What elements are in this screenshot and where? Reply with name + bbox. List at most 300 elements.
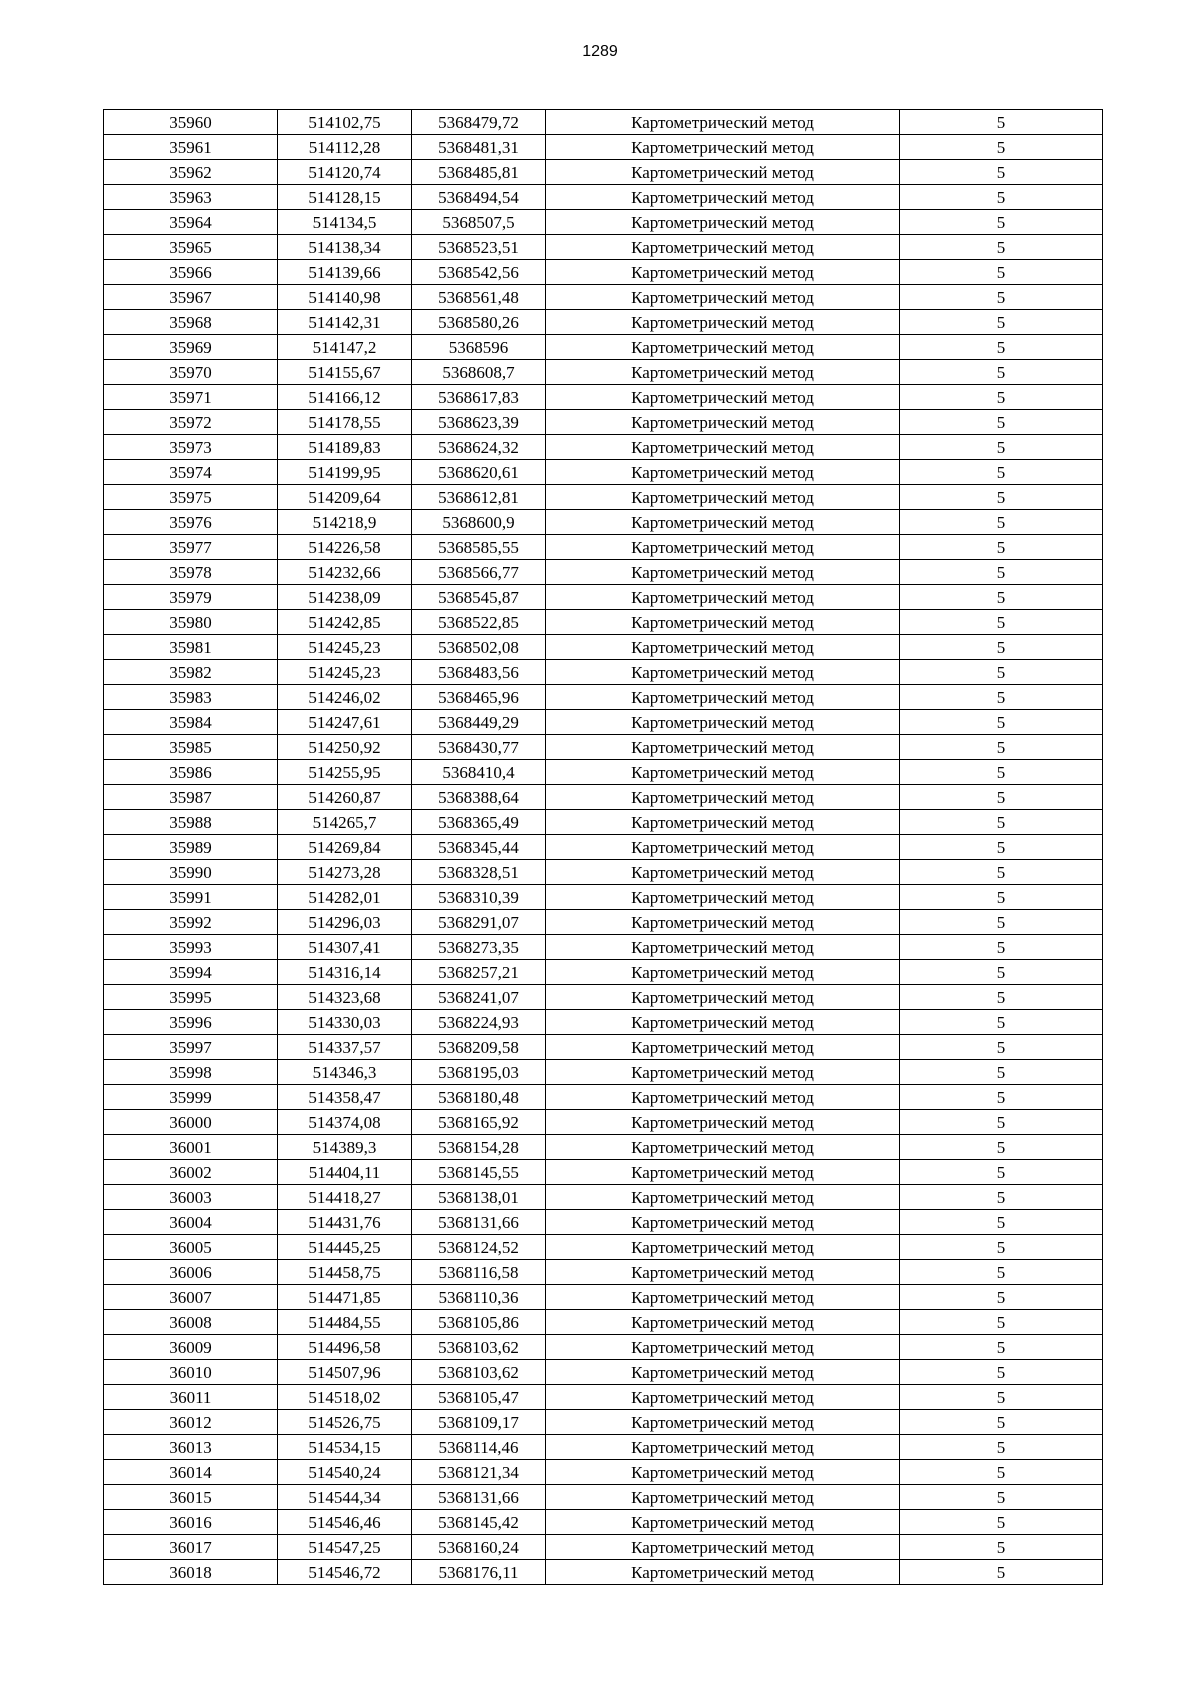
y-coordinate-cell: 5368109,17 (412, 1410, 546, 1435)
accuracy-cell: 5 (900, 1085, 1103, 1110)
method-cell: Картометрический метод (546, 1310, 900, 1335)
point-number-cell: 35977 (104, 535, 278, 560)
accuracy-cell: 5 (900, 1035, 1103, 1060)
y-coordinate-cell: 5368479,72 (412, 110, 546, 135)
method-cell: Картометрический метод (546, 935, 900, 960)
accuracy-cell: 5 (900, 885, 1103, 910)
accuracy-cell: 5 (900, 860, 1103, 885)
x-coordinate-cell: 514445,25 (278, 1235, 412, 1260)
accuracy-cell: 5 (900, 1360, 1103, 1385)
y-coordinate-cell: 5368209,58 (412, 1035, 546, 1060)
table-row (104, 1285, 1103, 1310)
y-coordinate-cell: 5368160,24 (412, 1535, 546, 1560)
accuracy-cell: 5 (900, 1460, 1103, 1485)
method-cell: Картометрический метод (546, 1035, 900, 1060)
x-coordinate-cell: 514140,98 (278, 285, 412, 310)
point-number-cell: 35974 (104, 460, 278, 485)
y-coordinate-cell: 5368110,36 (412, 1285, 546, 1310)
table-row (104, 310, 1103, 335)
y-coordinate-cell: 5368483,56 (412, 660, 546, 685)
accuracy-cell: 5 (900, 635, 1103, 660)
accuracy-cell: 5 (900, 685, 1103, 710)
point-number-cell: 36000 (104, 1110, 278, 1135)
point-number-cell: 35982 (104, 660, 278, 685)
x-coordinate-cell: 514199,95 (278, 460, 412, 485)
point-number-cell: 35991 (104, 885, 278, 910)
accuracy-cell: 5 (900, 435, 1103, 460)
point-number-cell: 36003 (104, 1185, 278, 1210)
y-coordinate-cell: 5368465,96 (412, 685, 546, 710)
method-cell: Картометрический метод (546, 1285, 900, 1310)
table-row (104, 560, 1103, 585)
y-coordinate-cell: 5368103,62 (412, 1360, 546, 1385)
method-cell: Картометрический метод (546, 610, 900, 635)
point-number-cell: 36013 (104, 1435, 278, 1460)
x-coordinate-cell: 514546,72 (278, 1560, 412, 1585)
method-cell: Картометрический метод (546, 1535, 900, 1560)
point-number-cell: 35999 (104, 1085, 278, 1110)
page-number: 1289 (582, 43, 618, 60)
accuracy-cell: 5 (900, 960, 1103, 985)
y-coordinate-cell: 5368103,62 (412, 1335, 546, 1360)
accuracy-cell: 5 (900, 760, 1103, 785)
method-cell: Картометрический метод (546, 535, 900, 560)
method-cell: Картометрический метод (546, 885, 900, 910)
x-coordinate-cell: 514484,55 (278, 1310, 412, 1335)
accuracy-cell: 5 (900, 835, 1103, 860)
method-cell: Картометрический метод (546, 1335, 900, 1360)
accuracy-cell: 5 (900, 1185, 1103, 1210)
method-cell: Картометрический метод (546, 160, 900, 185)
accuracy-cell: 5 (900, 135, 1103, 160)
table-row (104, 735, 1103, 760)
x-coordinate-cell: 514247,61 (278, 710, 412, 735)
method-cell: Картометрический метод (546, 1485, 900, 1510)
accuracy-cell: 5 (900, 1010, 1103, 1035)
point-number-cell: 35968 (104, 310, 278, 335)
y-coordinate-cell: 5368481,31 (412, 135, 546, 160)
accuracy-cell: 5 (900, 460, 1103, 485)
method-cell: Картометрический метод (546, 560, 900, 585)
y-coordinate-cell: 5368522,85 (412, 610, 546, 635)
method-cell: Картометрический метод (546, 460, 900, 485)
table-row (104, 1135, 1103, 1160)
method-cell: Картометрический метод (546, 1235, 900, 1260)
table-row (104, 135, 1103, 160)
accuracy-cell: 5 (900, 210, 1103, 235)
y-coordinate-cell: 5368121,34 (412, 1460, 546, 1485)
accuracy-cell: 5 (900, 1485, 1103, 1510)
x-coordinate-cell: 514282,01 (278, 885, 412, 910)
x-coordinate-cell: 514138,34 (278, 235, 412, 260)
y-coordinate-cell: 5368180,48 (412, 1085, 546, 1110)
y-coordinate-cell: 5368523,51 (412, 235, 546, 260)
point-number-cell: 35976 (104, 510, 278, 535)
table-row (104, 760, 1103, 785)
table-row (104, 1310, 1103, 1335)
point-number-cell: 35983 (104, 685, 278, 710)
x-coordinate-cell: 514232,66 (278, 560, 412, 585)
table-row (104, 1560, 1103, 1585)
accuracy-cell: 5 (900, 410, 1103, 435)
accuracy-cell: 5 (900, 1385, 1103, 1410)
x-coordinate-cell: 514273,28 (278, 860, 412, 885)
point-number-cell: 35965 (104, 235, 278, 260)
method-cell: Картометрический метод (546, 185, 900, 210)
x-coordinate-cell: 514242,85 (278, 610, 412, 635)
table-row (104, 435, 1103, 460)
table-row (104, 1235, 1103, 1260)
method-cell: Картометрический метод (546, 910, 900, 935)
method-cell: Картометрический метод (546, 235, 900, 260)
x-coordinate-cell: 514155,67 (278, 360, 412, 385)
x-coordinate-cell: 514178,55 (278, 410, 412, 435)
table-row (104, 660, 1103, 685)
y-coordinate-cell: 5368116,58 (412, 1260, 546, 1285)
accuracy-cell: 5 (900, 585, 1103, 610)
y-coordinate-cell: 5368608,7 (412, 360, 546, 385)
point-number-cell: 35988 (104, 810, 278, 835)
point-number-cell: 35966 (104, 260, 278, 285)
method-cell: Картометрический метод (546, 835, 900, 860)
method-cell: Картометрический метод (546, 310, 900, 335)
table-row (104, 385, 1103, 410)
y-coordinate-cell: 5368561,48 (412, 285, 546, 310)
x-coordinate-cell: 514189,83 (278, 435, 412, 460)
accuracy-cell: 5 (900, 735, 1103, 760)
point-number-cell: 36002 (104, 1160, 278, 1185)
y-coordinate-cell: 5368154,28 (412, 1135, 546, 1160)
y-coordinate-cell: 5368124,52 (412, 1235, 546, 1260)
x-coordinate-cell: 514374,08 (278, 1110, 412, 1135)
y-coordinate-cell: 5368131,66 (412, 1210, 546, 1235)
coordinates-table (103, 109, 1103, 1585)
accuracy-cell: 5 (900, 660, 1103, 685)
y-coordinate-cell: 5368388,64 (412, 785, 546, 810)
point-number-cell: 36015 (104, 1485, 278, 1510)
point-number-cell: 35969 (104, 335, 278, 360)
y-coordinate-cell: 5368494,54 (412, 185, 546, 210)
accuracy-cell: 5 (900, 560, 1103, 585)
x-coordinate-cell: 514238,09 (278, 585, 412, 610)
table-row (104, 810, 1103, 835)
accuracy-cell: 5 (900, 610, 1103, 635)
x-coordinate-cell: 514337,57 (278, 1035, 412, 1060)
x-coordinate-cell: 514139,66 (278, 260, 412, 285)
accuracy-cell: 5 (900, 235, 1103, 260)
accuracy-cell: 5 (900, 510, 1103, 535)
y-coordinate-cell: 5368542,56 (412, 260, 546, 285)
method-cell: Картометрический метод (546, 635, 900, 660)
y-coordinate-cell: 5368131,66 (412, 1485, 546, 1510)
method-cell: Картометрический метод (546, 1385, 900, 1410)
method-cell: Картометрический метод (546, 735, 900, 760)
point-number-cell: 36004 (104, 1210, 278, 1235)
y-coordinate-cell: 5368566,77 (412, 560, 546, 585)
method-cell: Картометрический метод (546, 1460, 900, 1485)
y-coordinate-cell: 5368273,35 (412, 935, 546, 960)
table-row (104, 1260, 1103, 1285)
x-coordinate-cell: 514431,76 (278, 1210, 412, 1235)
y-coordinate-cell: 5368624,32 (412, 435, 546, 460)
x-coordinate-cell: 514389,3 (278, 1135, 412, 1160)
y-coordinate-cell: 5368449,29 (412, 710, 546, 735)
point-number-cell: 35963 (104, 185, 278, 210)
method-cell: Картометрический метод (546, 1410, 900, 1435)
accuracy-cell: 5 (900, 535, 1103, 560)
accuracy-cell: 5 (900, 985, 1103, 1010)
table-row (104, 935, 1103, 960)
table-row (104, 460, 1103, 485)
point-number-cell: 36001 (104, 1135, 278, 1160)
point-number-cell: 36005 (104, 1235, 278, 1260)
point-number-cell: 35985 (104, 735, 278, 760)
table-row (104, 535, 1103, 560)
x-coordinate-cell: 514218,9 (278, 510, 412, 535)
table-row (104, 1335, 1103, 1360)
point-number-cell: 35996 (104, 1010, 278, 1035)
x-coordinate-cell: 514296,03 (278, 910, 412, 935)
point-number-cell: 35990 (104, 860, 278, 885)
x-coordinate-cell: 514358,47 (278, 1085, 412, 1110)
y-coordinate-cell: 5368138,01 (412, 1185, 546, 1210)
accuracy-cell: 5 (900, 485, 1103, 510)
x-coordinate-cell: 514226,58 (278, 535, 412, 560)
x-coordinate-cell: 514255,95 (278, 760, 412, 785)
x-coordinate-cell: 514458,75 (278, 1260, 412, 1285)
y-coordinate-cell: 5368430,77 (412, 735, 546, 760)
y-coordinate-cell: 5368241,07 (412, 985, 546, 1010)
method-cell: Картометрический метод (546, 110, 900, 135)
accuracy-cell: 5 (900, 385, 1103, 410)
point-number-cell: 35992 (104, 910, 278, 935)
accuracy-cell: 5 (900, 1110, 1103, 1135)
x-coordinate-cell: 514245,23 (278, 660, 412, 685)
point-number-cell: 35987 (104, 785, 278, 810)
table-row (104, 335, 1103, 360)
method-cell: Картометрический метод (546, 1110, 900, 1135)
point-number-cell: 35971 (104, 385, 278, 410)
accuracy-cell: 5 (900, 360, 1103, 385)
table-row (104, 960, 1103, 985)
y-coordinate-cell: 5368176,11 (412, 1560, 546, 1585)
table-row (104, 360, 1103, 385)
accuracy-cell: 5 (900, 310, 1103, 335)
table-row (104, 485, 1103, 510)
table-row (104, 885, 1103, 910)
method-cell: Картометрический метод (546, 410, 900, 435)
table-row (104, 785, 1103, 810)
y-coordinate-cell: 5368502,08 (412, 635, 546, 660)
method-cell: Картометрический метод (546, 485, 900, 510)
method-cell: Картометрический метод (546, 1560, 900, 1585)
x-coordinate-cell: 514120,74 (278, 160, 412, 185)
method-cell: Картометрический метод (546, 710, 900, 735)
table-row (104, 585, 1103, 610)
x-coordinate-cell: 514471,85 (278, 1285, 412, 1310)
y-coordinate-cell: 5368195,03 (412, 1060, 546, 1085)
y-coordinate-cell: 5368310,39 (412, 885, 546, 910)
accuracy-cell: 5 (900, 1260, 1103, 1285)
table-row (104, 1485, 1103, 1510)
method-cell: Картометрический метод (546, 385, 900, 410)
x-coordinate-cell: 514534,15 (278, 1435, 412, 1460)
point-number-cell: 36009 (104, 1335, 278, 1360)
table-row (104, 260, 1103, 285)
table-row (104, 1435, 1103, 1460)
x-coordinate-cell: 514323,68 (278, 985, 412, 1010)
x-coordinate-cell: 514112,28 (278, 135, 412, 160)
table-row (104, 1010, 1103, 1035)
table-row (104, 1035, 1103, 1060)
method-cell: Картометрический метод (546, 685, 900, 710)
table-row (104, 635, 1103, 660)
y-coordinate-cell: 5368545,87 (412, 585, 546, 610)
table-row (104, 285, 1103, 310)
method-cell: Картометрический метод (546, 1010, 900, 1035)
method-cell: Картометрический метод (546, 335, 900, 360)
method-cell: Картометрический метод (546, 585, 900, 610)
method-cell: Картометрический метод (546, 260, 900, 285)
y-coordinate-cell: 5368612,81 (412, 485, 546, 510)
method-cell: Картометрический метод (546, 860, 900, 885)
table-row (104, 1360, 1103, 1385)
y-coordinate-cell: 5368145,55 (412, 1160, 546, 1185)
x-coordinate-cell: 514546,46 (278, 1510, 412, 1535)
method-cell: Картометрический метод (546, 785, 900, 810)
point-number-cell: 36008 (104, 1310, 278, 1335)
x-coordinate-cell: 514507,96 (278, 1360, 412, 1385)
table-row (104, 710, 1103, 735)
x-coordinate-cell: 514142,31 (278, 310, 412, 335)
y-coordinate-cell: 5368600,9 (412, 510, 546, 535)
method-cell: Картометрический метод (546, 760, 900, 785)
table-row (104, 835, 1103, 860)
accuracy-cell: 5 (900, 935, 1103, 960)
table-row (104, 1110, 1103, 1135)
x-coordinate-cell: 514496,58 (278, 1335, 412, 1360)
table-row (104, 1460, 1103, 1485)
point-number-cell: 35970 (104, 360, 278, 385)
x-coordinate-cell: 514544,34 (278, 1485, 412, 1510)
method-cell: Картометрический метод (546, 1510, 900, 1535)
method-cell: Картометрический метод (546, 810, 900, 835)
point-number-cell: 36016 (104, 1510, 278, 1535)
x-coordinate-cell: 514518,02 (278, 1385, 412, 1410)
accuracy-cell: 5 (900, 1060, 1103, 1085)
method-cell: Картометрический метод (546, 1160, 900, 1185)
table-row (104, 1385, 1103, 1410)
point-number-cell: 35972 (104, 410, 278, 435)
x-coordinate-cell: 514547,25 (278, 1535, 412, 1560)
table-row (104, 410, 1103, 435)
method-cell: Картометрический метод (546, 1185, 900, 1210)
x-coordinate-cell: 514269,84 (278, 835, 412, 860)
point-number-cell: 35980 (104, 610, 278, 635)
point-number-cell: 35997 (104, 1035, 278, 1060)
method-cell: Картометрический метод (546, 1435, 900, 1460)
method-cell: Картометрический метод (546, 985, 900, 1010)
point-number-cell: 36018 (104, 1560, 278, 1585)
method-cell: Картометрический метод (546, 1210, 900, 1235)
point-number-cell: 35994 (104, 960, 278, 985)
table-row (104, 235, 1103, 260)
point-number-cell: 36014 (104, 1460, 278, 1485)
method-cell: Картометрический метод (546, 1085, 900, 1110)
x-coordinate-cell: 514128,15 (278, 185, 412, 210)
accuracy-cell: 5 (900, 1160, 1103, 1185)
x-coordinate-cell: 514246,02 (278, 685, 412, 710)
point-number-cell: 35962 (104, 160, 278, 185)
x-coordinate-cell: 514540,24 (278, 1460, 412, 1485)
accuracy-cell: 5 (900, 710, 1103, 735)
point-number-cell: 36006 (104, 1260, 278, 1285)
method-cell: Картометрический метод (546, 1260, 900, 1285)
y-coordinate-cell: 5368623,39 (412, 410, 546, 435)
x-coordinate-cell: 514265,7 (278, 810, 412, 835)
table-row (104, 160, 1103, 185)
method-cell: Картометрический метод (546, 210, 900, 235)
y-coordinate-cell: 5368165,92 (412, 1110, 546, 1135)
y-coordinate-cell: 5368410,4 (412, 760, 546, 785)
method-cell: Картометрический метод (546, 1135, 900, 1160)
y-coordinate-cell: 5368105,47 (412, 1385, 546, 1410)
point-number-cell: 35967 (104, 285, 278, 310)
x-coordinate-cell: 514147,2 (278, 335, 412, 360)
accuracy-cell: 5 (900, 1560, 1103, 1585)
y-coordinate-cell: 5368291,07 (412, 910, 546, 935)
x-coordinate-cell: 514316,14 (278, 960, 412, 985)
point-number-cell: 36010 (104, 1360, 278, 1385)
x-coordinate-cell: 514260,87 (278, 785, 412, 810)
accuracy-cell: 5 (900, 1335, 1103, 1360)
table-row (104, 110, 1103, 135)
y-coordinate-cell: 5368328,51 (412, 860, 546, 885)
y-coordinate-cell: 5368485,81 (412, 160, 546, 185)
coordinates-table-body (104, 110, 1103, 1585)
accuracy-cell: 5 (900, 1435, 1103, 1460)
y-coordinate-cell: 5368105,86 (412, 1310, 546, 1335)
point-number-cell: 35978 (104, 560, 278, 585)
table-row (104, 1510, 1103, 1535)
point-number-cell: 35960 (104, 110, 278, 135)
accuracy-cell: 5 (900, 1285, 1103, 1310)
x-coordinate-cell: 514418,27 (278, 1185, 412, 1210)
table-row (104, 860, 1103, 885)
accuracy-cell: 5 (900, 1210, 1103, 1235)
x-coordinate-cell: 514166,12 (278, 385, 412, 410)
point-number-cell: 35995 (104, 985, 278, 1010)
method-cell: Картометрический метод (546, 1060, 900, 1085)
x-coordinate-cell: 514245,23 (278, 635, 412, 660)
x-coordinate-cell: 514404,11 (278, 1160, 412, 1185)
y-coordinate-cell: 5368365,49 (412, 810, 546, 835)
point-number-cell: 36012 (104, 1410, 278, 1435)
method-cell: Картометрический метод (546, 510, 900, 535)
table-row (104, 1210, 1103, 1235)
table-row (104, 185, 1103, 210)
point-number-cell: 35993 (104, 935, 278, 960)
table-row (104, 610, 1103, 635)
table-row (104, 210, 1103, 235)
table-row (104, 1410, 1103, 1435)
accuracy-cell: 5 (900, 110, 1103, 135)
x-coordinate-cell: 514209,64 (278, 485, 412, 510)
point-number-cell: 35989 (104, 835, 278, 860)
table-row (104, 510, 1103, 535)
table-row (104, 1160, 1103, 1185)
accuracy-cell: 5 (900, 160, 1103, 185)
